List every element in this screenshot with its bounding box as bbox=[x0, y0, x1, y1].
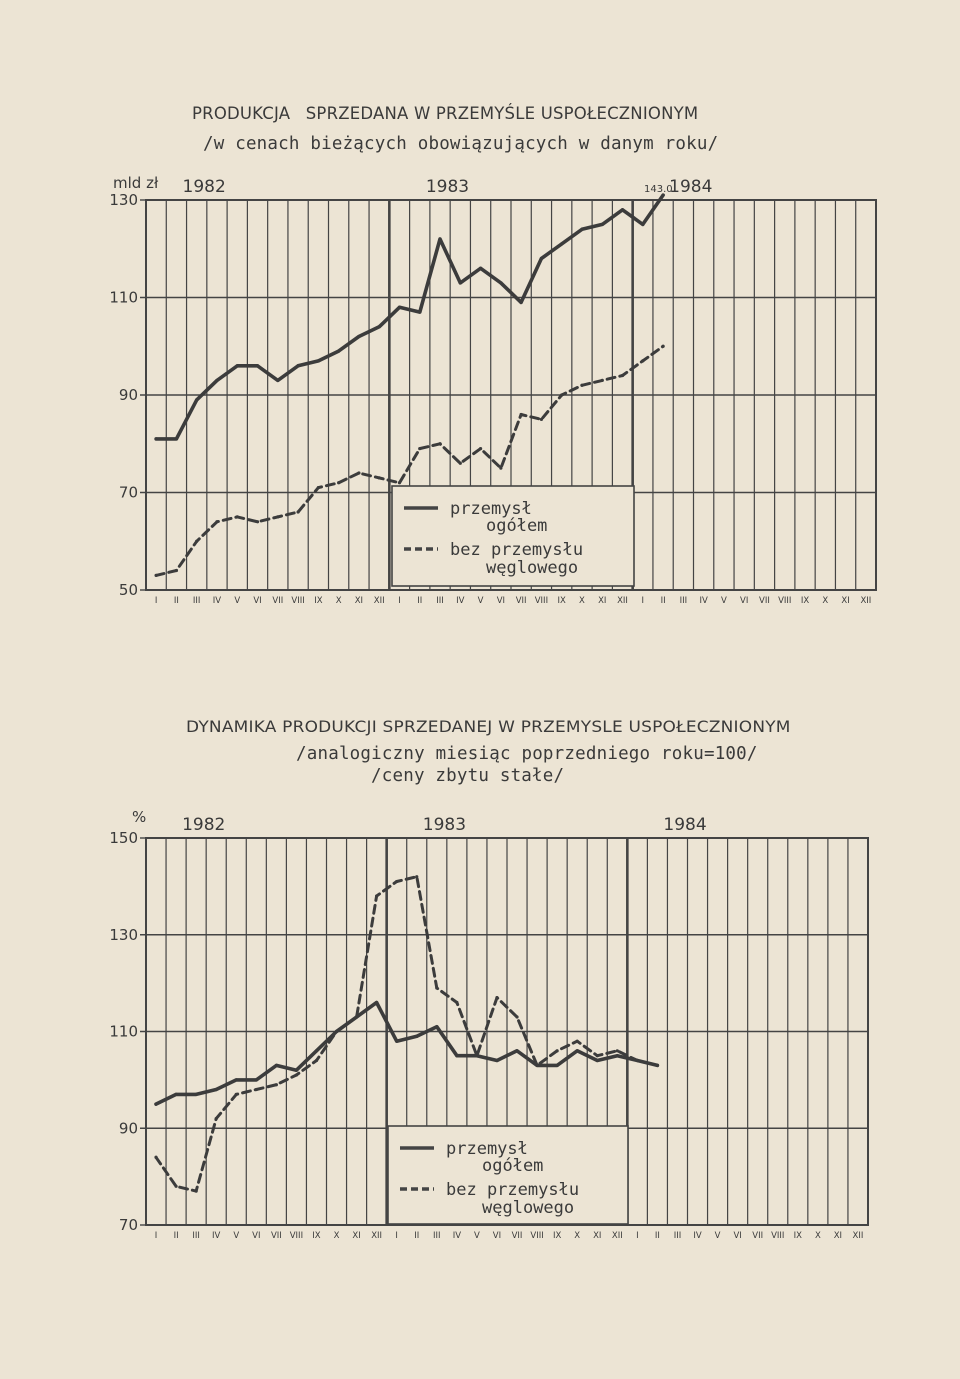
month-label: III bbox=[433, 1231, 441, 1241]
data-point-solid bbox=[275, 1064, 278, 1067]
month-label: II bbox=[173, 596, 179, 606]
data-point-solid bbox=[415, 1035, 418, 1038]
month-label: VIII bbox=[289, 1231, 304, 1241]
month-label: XI bbox=[841, 596, 850, 606]
month-label: IX bbox=[557, 596, 566, 606]
month-label: III bbox=[192, 1231, 200, 1241]
month-label: XII bbox=[371, 1231, 383, 1241]
value-annotation: 143.0 bbox=[644, 184, 673, 195]
data-point-solid bbox=[395, 1040, 398, 1043]
month-label: XII bbox=[860, 596, 872, 606]
month-label: XII bbox=[611, 1231, 623, 1241]
month-label: IV bbox=[456, 596, 465, 606]
month-label: IV bbox=[212, 596, 222, 606]
y-tick-label: 150 bbox=[109, 829, 138, 847]
legend-label-dashed-1: bez przemysłu bbox=[446, 1180, 580, 1200]
chart2-title-line2: /analogiczny miesiąc poprzedniego roku=100/ bbox=[296, 744, 758, 764]
month-label: VII bbox=[270, 1231, 282, 1241]
data-point-dashed bbox=[435, 986, 438, 989]
month-label: VIII bbox=[291, 596, 305, 606]
data-point-solid bbox=[455, 1054, 458, 1057]
data-point-dashed bbox=[515, 1015, 518, 1018]
month-label: I bbox=[636, 1231, 639, 1241]
month-label: X bbox=[333, 1231, 340, 1241]
month-label: V bbox=[233, 1231, 240, 1241]
legend-label-solid-2: ogółem bbox=[482, 1156, 544, 1176]
legend-label-solid-1: przemysł bbox=[446, 1139, 528, 1159]
data-point-dashed bbox=[656, 1064, 659, 1067]
month-label: X bbox=[574, 1231, 581, 1241]
month-label: X bbox=[579, 596, 585, 606]
month-label: XI bbox=[352, 1231, 361, 1241]
data-point-dashed bbox=[255, 1088, 258, 1091]
data-point-solid bbox=[255, 1078, 258, 1081]
data-point-dashed bbox=[576, 1040, 579, 1043]
data-point-solid bbox=[235, 1078, 238, 1081]
month-label: I bbox=[395, 1231, 398, 1241]
data-point-solid bbox=[616, 1054, 619, 1057]
month-label: X bbox=[335, 596, 342, 606]
month-label: XI bbox=[354, 596, 364, 606]
y-tick-label: 70 bbox=[118, 1216, 138, 1234]
data-point-solid bbox=[435, 1025, 438, 1028]
month-label: VII bbox=[759, 596, 770, 606]
month-label: III bbox=[679, 596, 688, 606]
month-label: XII bbox=[852, 1231, 864, 1241]
legend-label-solid-2: ogółem bbox=[486, 516, 548, 536]
data-point-dashed bbox=[315, 1059, 318, 1062]
data-point-dashed bbox=[335, 1030, 338, 1033]
data-point-solid bbox=[295, 1069, 298, 1072]
y-axis-unit-label: mld zł bbox=[113, 174, 159, 192]
year-label: 1983 bbox=[425, 177, 470, 197]
month-label: IV bbox=[212, 1231, 221, 1241]
data-point-dashed bbox=[556, 1049, 559, 1052]
chart2-title-line1: DYNAMIKA PRODUKCJI SPRZEDANEJ W PRZEMYSLE USPOŁECZNIONYM bbox=[186, 717, 791, 736]
month-label: IX bbox=[314, 596, 323, 606]
month-label: X bbox=[822, 596, 829, 606]
month-label: VII bbox=[515, 596, 527, 606]
month-label: X bbox=[814, 1231, 821, 1241]
data-point-solid bbox=[576, 1049, 579, 1052]
month-label: I bbox=[154, 1231, 158, 1241]
month-label: XII bbox=[373, 596, 385, 606]
data-point-dashed bbox=[174, 1185, 177, 1188]
data-point-dashed bbox=[475, 1054, 478, 1057]
data-point-solid bbox=[174, 1093, 177, 1096]
month-label: XII bbox=[617, 596, 628, 606]
y-tick-label: 130 bbox=[109, 925, 138, 944]
data-point-dashed bbox=[455, 1001, 458, 1004]
year-label: 1982 bbox=[182, 177, 226, 197]
month-label: V bbox=[721, 596, 727, 606]
month-label: IX bbox=[312, 1231, 321, 1241]
year-label: 1984 bbox=[669, 177, 713, 197]
data-point-solid bbox=[556, 1064, 559, 1067]
month-label: II bbox=[414, 1231, 420, 1241]
year-label: 1983 bbox=[422, 815, 467, 835]
month-label: VI bbox=[253, 596, 262, 606]
month-label: V bbox=[477, 596, 484, 606]
legend-label-dashed-2: węglowego bbox=[482, 1198, 575, 1218]
month-label: III bbox=[192, 596, 201, 606]
data-point-dashed bbox=[636, 1059, 639, 1062]
month-label: I bbox=[641, 596, 645, 606]
legend-label-solid-1: przemysł bbox=[450, 499, 532, 519]
y-tick-label: 110 bbox=[109, 1022, 138, 1041]
month-label: VIII bbox=[530, 1231, 544, 1241]
data-point-solid bbox=[596, 1059, 599, 1062]
y-tick-label: 130 bbox=[109, 191, 138, 209]
y-tick-label: 50 bbox=[118, 581, 138, 599]
data-point-dashed bbox=[215, 1117, 218, 1120]
month-label: II bbox=[417, 596, 423, 606]
month-label: II bbox=[173, 1231, 179, 1241]
year-label: 1984 bbox=[663, 815, 707, 835]
y-axis-unit-label: % bbox=[132, 808, 147, 826]
y-tick-label: 70 bbox=[118, 483, 138, 502]
data-point-solid bbox=[515, 1049, 518, 1052]
data-point-dashed bbox=[154, 1156, 157, 1159]
month-label: VI bbox=[492, 1231, 502, 1241]
data-point-dashed bbox=[415, 875, 418, 878]
data-point-solid bbox=[375, 1001, 378, 1004]
legend-label-dashed-2: węglowego bbox=[486, 558, 579, 578]
month-label: VI bbox=[733, 1231, 742, 1241]
data-point-dashed bbox=[195, 1190, 198, 1193]
month-label: IV bbox=[699, 596, 708, 606]
month-label: VII bbox=[511, 1231, 523, 1241]
data-point-dashed bbox=[235, 1093, 238, 1096]
month-label: VI bbox=[252, 1231, 261, 1241]
data-point-solid bbox=[215, 1088, 218, 1091]
chart1-title-line2: /w cenach bieżących obowiązujących w danym roku/ bbox=[203, 134, 719, 154]
data-point-dashed bbox=[596, 1054, 599, 1057]
month-label: IX bbox=[800, 596, 810, 606]
y-tick-label: 90 bbox=[118, 386, 138, 404]
data-point-dashed bbox=[616, 1049, 619, 1052]
data-point-solid bbox=[154, 1102, 157, 1105]
month-label: I bbox=[154, 596, 158, 606]
data-point-dashed bbox=[535, 1064, 538, 1067]
month-label: I bbox=[398, 596, 401, 606]
data-point-solid bbox=[315, 1049, 318, 1052]
month-label: VII bbox=[272, 596, 284, 606]
y-tick-label: 90 bbox=[118, 1119, 138, 1138]
month-label: IX bbox=[793, 1231, 802, 1241]
data-point-dashed bbox=[295, 1073, 298, 1076]
chart1-title-rest: SPRZEDANA W PRZEMYŚLE USPOŁECZNIONYM bbox=[305, 104, 699, 123]
month-label: IV bbox=[693, 1231, 702, 1241]
month-label: III bbox=[436, 596, 444, 606]
month-label: VI bbox=[496, 596, 506, 606]
chart2-title-line3: /ceny zbytu stałe/ bbox=[371, 766, 565, 786]
month-label: XI bbox=[593, 1231, 602, 1241]
month-label: XI bbox=[598, 596, 607, 606]
month-label: V bbox=[714, 1231, 721, 1241]
legend-label-dashed-1: bez przemysłu bbox=[450, 540, 584, 560]
month-label: II bbox=[660, 596, 666, 606]
y-tick-label: 110 bbox=[109, 288, 138, 307]
month-label: VIII bbox=[771, 1231, 785, 1241]
data-point-dashed bbox=[355, 1015, 358, 1018]
data-point-dashed bbox=[495, 996, 498, 999]
month-label: XI bbox=[833, 1231, 843, 1241]
data-point-dashed bbox=[275, 1083, 278, 1086]
month-label: IV bbox=[452, 1231, 462, 1241]
month-label: VII bbox=[752, 1231, 764, 1241]
month-label: VIII bbox=[778, 596, 792, 606]
data-point-dashed bbox=[375, 894, 378, 897]
chart1-title-word: PRODUKCJA bbox=[192, 104, 291, 123]
year-label: 1982 bbox=[182, 815, 226, 835]
month-label: VIII bbox=[534, 596, 549, 606]
month-label: V bbox=[234, 596, 241, 606]
data-point-solid bbox=[495, 1059, 498, 1062]
month-label: VI bbox=[740, 596, 749, 606]
month-label: III bbox=[673, 1231, 682, 1241]
data-point-dashed bbox=[395, 880, 398, 883]
month-label: IX bbox=[552, 1231, 562, 1241]
data-point-solid bbox=[195, 1093, 198, 1096]
month-label: II bbox=[654, 1231, 660, 1241]
month-label: V bbox=[474, 1231, 480, 1241]
